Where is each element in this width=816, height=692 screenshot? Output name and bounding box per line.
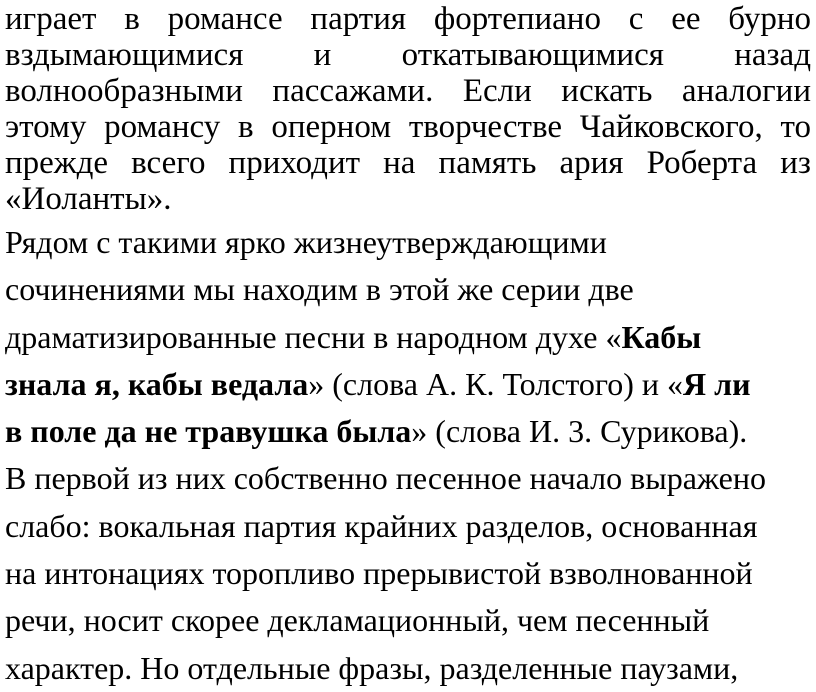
paragraph-2-line: слабо: вокальная партия крайних разделов, основанная <box>5 507 758 544</box>
word: всего <box>131 145 206 181</box>
text-run: драматизированные песни в народном духе « <box>5 318 622 355</box>
word: из <box>780 145 811 181</box>
paragraph-2-line <box>5 408 811 455</box>
song-title-bold: Кабы <box>621 318 702 355</box>
song-title-bold: знала я, кабы ведала <box>5 365 309 402</box>
word: творчестве <box>408 109 562 145</box>
word: приходит <box>228 145 361 181</box>
word: с <box>628 1 644 37</box>
word: вздымающимися <box>5 37 244 73</box>
paragraph-1-line <box>5 109 811 145</box>
text-run: » (слова И. 3. Сурикова). <box>411 413 748 450</box>
song-title-bold: в поле да не травушка была <box>5 413 412 450</box>
word: «Иоланты». <box>5 181 172 217</box>
paragraph-1-line <box>5 73 811 109</box>
paragraph-2-line <box>5 361 811 408</box>
word: фортепиано <box>433 1 601 37</box>
word: искать <box>561 73 653 109</box>
paragraph-2-line: В первой из них собственно песенное начало выражено <box>5 460 766 497</box>
paragraph-1-line <box>5 37 811 73</box>
word: память <box>438 145 537 181</box>
word: играет <box>5 1 97 37</box>
word: партия <box>310 1 407 37</box>
song-title-bold: Я ли <box>683 365 751 402</box>
word: Роберта <box>646 145 758 181</box>
word: этому <box>5 109 87 145</box>
paragraph-2-line: на интонациях торопливо прерывистой взволнованной <box>5 555 753 592</box>
word: бурно <box>728 1 811 37</box>
paragraph-2-line: Рядом с такими ярко жизнеутверждающими <box>5 224 607 260</box>
word: в <box>238 109 254 145</box>
paragraph-1-line <box>5 1 811 37</box>
word: и <box>313 37 332 73</box>
word: романсу <box>104 109 221 145</box>
word: ее <box>671 1 701 37</box>
word: назад <box>734 37 811 73</box>
word: Если <box>462 73 532 109</box>
word: откатывающимися <box>401 37 664 73</box>
word: Чайковского, <box>579 109 763 145</box>
paragraph-2-line <box>5 314 811 361</box>
word: романсе <box>167 1 283 37</box>
word: волнообразными <box>5 73 243 109</box>
word: аналогии <box>681 73 811 109</box>
paragraph-2-line: сочинениями мы находим в этой же серии две <box>5 271 634 308</box>
word: пассажами. <box>272 73 434 109</box>
word: на <box>383 145 416 181</box>
paragraph-2 <box>5 219 811 692</box>
word: прежде <box>5 145 109 181</box>
text-run: » (слова А. К. Толстого) и « <box>308 365 683 402</box>
word: оперном <box>271 109 392 145</box>
paragraph-2-line: речи, носит скорее декламационный, чем песенный <box>5 602 710 639</box>
word: то <box>780 109 811 145</box>
paragraph-1 <box>5 0 811 217</box>
document-page <box>5 0 811 692</box>
paragraph-1-line <box>5 181 811 217</box>
word: ария <box>559 145 624 181</box>
word: в <box>124 1 140 37</box>
paragraph-1-line <box>5 145 811 181</box>
paragraph-2-line: характер. Но отдельные фразы, разделенные паузами, <box>5 649 739 686</box>
